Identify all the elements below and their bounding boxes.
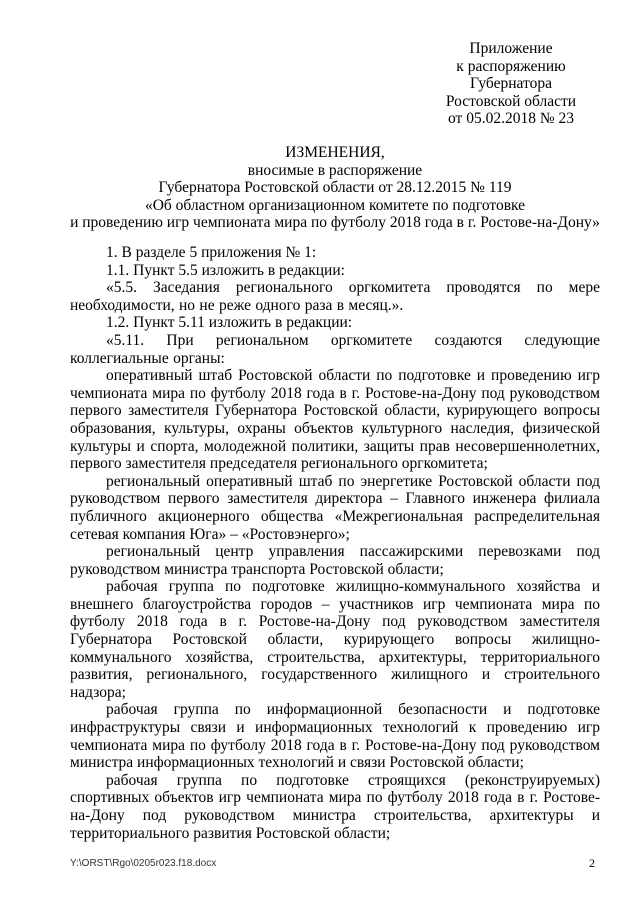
paragraph-clause-5-5: «5.5. Заседания регионального оргкомитета проводятся по мере необходимости, но не реже одного раза в месяц.».: [70, 279, 600, 314]
heading-line: вносимые в распоряжение: [247, 161, 423, 179]
paragraph-clause-5-11: «5.11. При региональном оргкомитете создаются следующие коллегиальные органы:: [70, 331, 600, 367]
footer-file-path: Y:\ORST\Rgo\0205r023.f18.docx: [70, 858, 217, 869]
paragraph-operational-hq: оперативный штаб Ростовской области по подготовке и проведению игр чемпионата мира по футболу 2018 года в г. Ростове-на-Дону под руководством первого заместителя Губернатора Ростовской области, курирующего вопросы образования, культуры, охраны объектов культурного наследия, физической культуры и спорта, молодежной политики, защиты прав несовершеннолетних, первого заместителя председателя регионального оргкомитета;: [70, 367, 600, 473]
paragraph-sports-facilities-working-group: рабочая группа по подготовке строящихся (реконструируемых) спортивных объектов игр чемпионата мира по футболу 2018 года в г. Ростове-на-Дону под руководством министра строительства, архитектуры и территориального развития Ростовской области;: [70, 771, 600, 842]
heading-title: ИЗМЕНЕНИЯ,: [285, 144, 385, 161]
appendix-block: [420, 40, 602, 128]
document-body: [70, 244, 600, 842]
appendix-line: Губернатора: [470, 75, 552, 93]
paragraph-energy-hq: региональный оперативный штаб по энергетике Ростовской области под руководством первого заместителя директора – Главного инженера филиала публичного акционерного общества «Межрегиональная распределительная сетевая компания Юга» – «Ростовэнерго»;: [70, 472, 600, 543]
paragraph-item-1: 1. В разделе 5 приложения № 1:: [106, 244, 317, 261]
heading-line: «Об областном организационном комитете по подготовке: [144, 196, 526, 214]
footer-page-number: 2: [589, 856, 595, 870]
paragraph-transport-center: региональный центр управления пассажирскими перевозками под руководством министра транспорта Ростовской области;: [70, 543, 600, 578]
paragraph-item-1-2: 1.2. Пункт 5.11 изложить в редакции:: [106, 314, 353, 332]
appendix-line: Ростовской области: [445, 92, 577, 110]
appendix-line: к распоряжению: [456, 57, 566, 75]
heading-line: и проведению игр чемпионата мира по футболу 2018 года в г. Ростове-на-Дону»: [70, 214, 600, 232]
paragraph-housing-working-group: рабочая группа по подготовке жилищно-коммунального хозяйства и внешнего благоустройства городов – участников игр чемпионата мира по футболу 2018 года в г. Ростове-на-Дону под руководством заместителя Губернатора Ростовской области, курирующего вопросы жилищно-коммунального хозяйства, строительства, архитектуры, территориального развития, регионального, государственного жилищного и строительного надзора;: [70, 578, 600, 701]
paragraph-infosec-working-group: рабочая группа по информационной безопасности и подготовке инфраструктуры связи и информационных технологий к проведению игр чемпионата мира по футболу 2018 года в г. Ростове-на-Дону под руководством министра информационных технологий и связи Ростовской области;: [70, 701, 600, 772]
appendix-line: Приложение: [469, 40, 553, 57]
appendix-line: от 05.02.2018 № 23: [448, 110, 574, 128]
document-heading: [70, 144, 600, 232]
paragraph-item-1-1: 1.1. Пункт 5.5 изложить в редакции:: [106, 261, 345, 279]
heading-line: Губернатора Ростовской области от 28.12.2015 № 119: [158, 179, 512, 197]
